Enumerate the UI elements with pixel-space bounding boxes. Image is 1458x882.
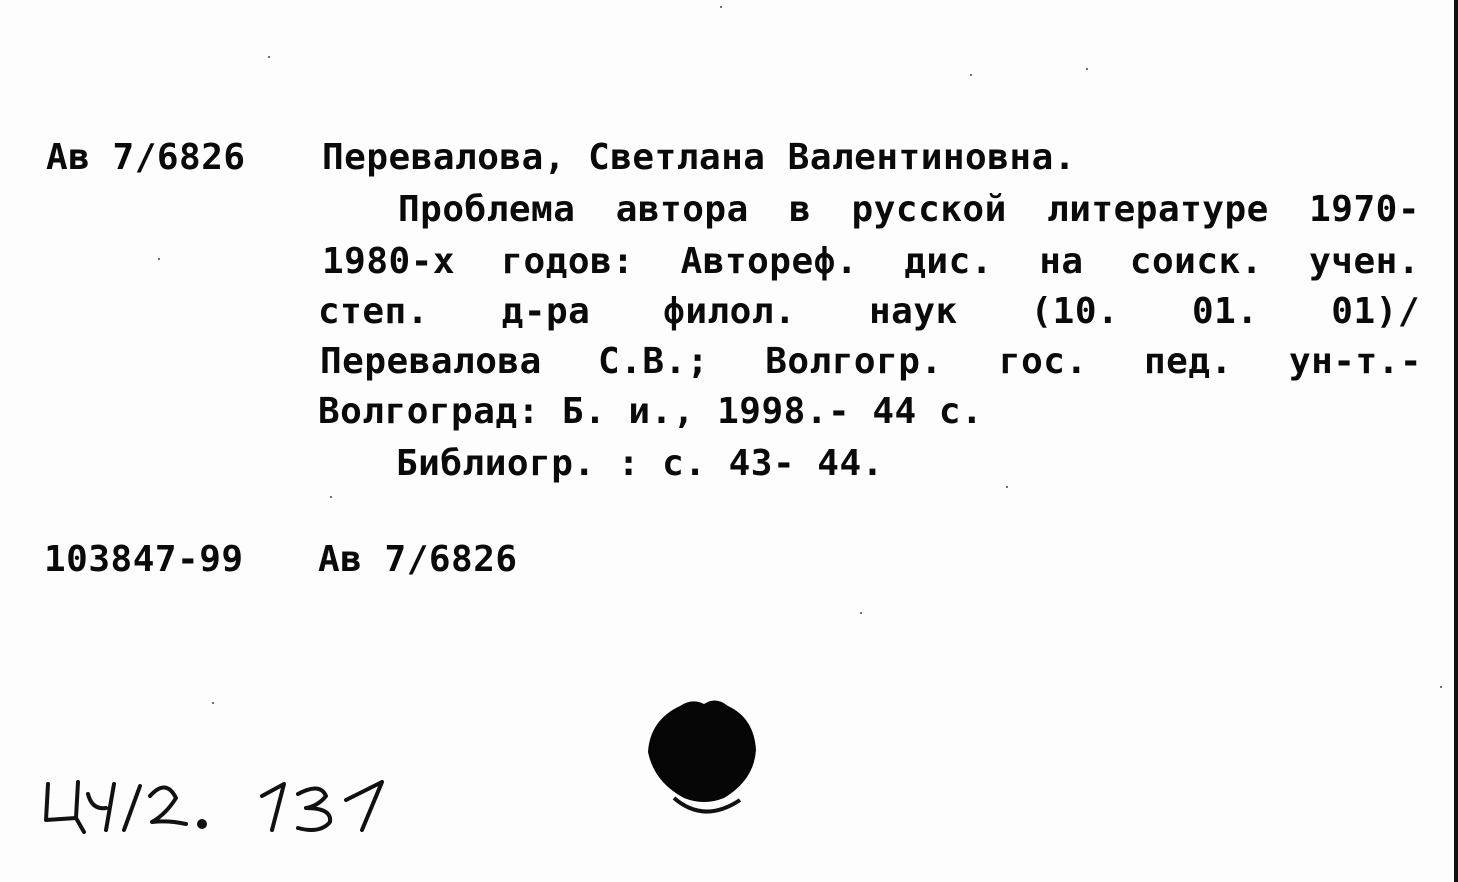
description-line-5: Волгоград: Б. и., 1998.- 44 с. bbox=[318, 391, 984, 432]
paper-speck bbox=[330, 496, 332, 498]
punch-hole bbox=[644, 694, 764, 824]
inventory-shelf-mark: Ав 7/6826 bbox=[318, 539, 518, 580]
paper-speck bbox=[1086, 68, 1088, 70]
description-line-4: Перевалова С.В.; Волгогр. гос. пед. ун-т.- bbox=[320, 341, 1422, 382]
paper-speck bbox=[158, 258, 160, 260]
paper-speck bbox=[860, 612, 862, 614]
paper-speck bbox=[1440, 686, 1442, 688]
description-line-2: 1980-х годов: Автореф. дис. на соиск. учен. bbox=[322, 241, 1420, 282]
handwritten-classification bbox=[36, 760, 416, 840]
description-line-1: Проблема автора в русской литературе 1970- bbox=[398, 189, 1420, 230]
card-right-edge bbox=[1454, 0, 1458, 882]
inventory-number: 103847-99 bbox=[44, 539, 244, 580]
description-line-3: степ. д-ра филол. наук (10. 01. 01)/ bbox=[318, 291, 1420, 332]
bibliography-note: Библиогр. : с. 43- 44. bbox=[396, 443, 884, 484]
paper-speck bbox=[212, 702, 214, 704]
paper-speck bbox=[970, 74, 972, 76]
paper-speck bbox=[1006, 486, 1008, 488]
paper-speck bbox=[720, 6, 722, 8]
author-heading: Перевалова, Светлана Валентиновна. bbox=[322, 137, 1076, 178]
paper-speck bbox=[268, 56, 270, 58]
shelf-mark: Ав 7/6826 bbox=[46, 137, 246, 178]
